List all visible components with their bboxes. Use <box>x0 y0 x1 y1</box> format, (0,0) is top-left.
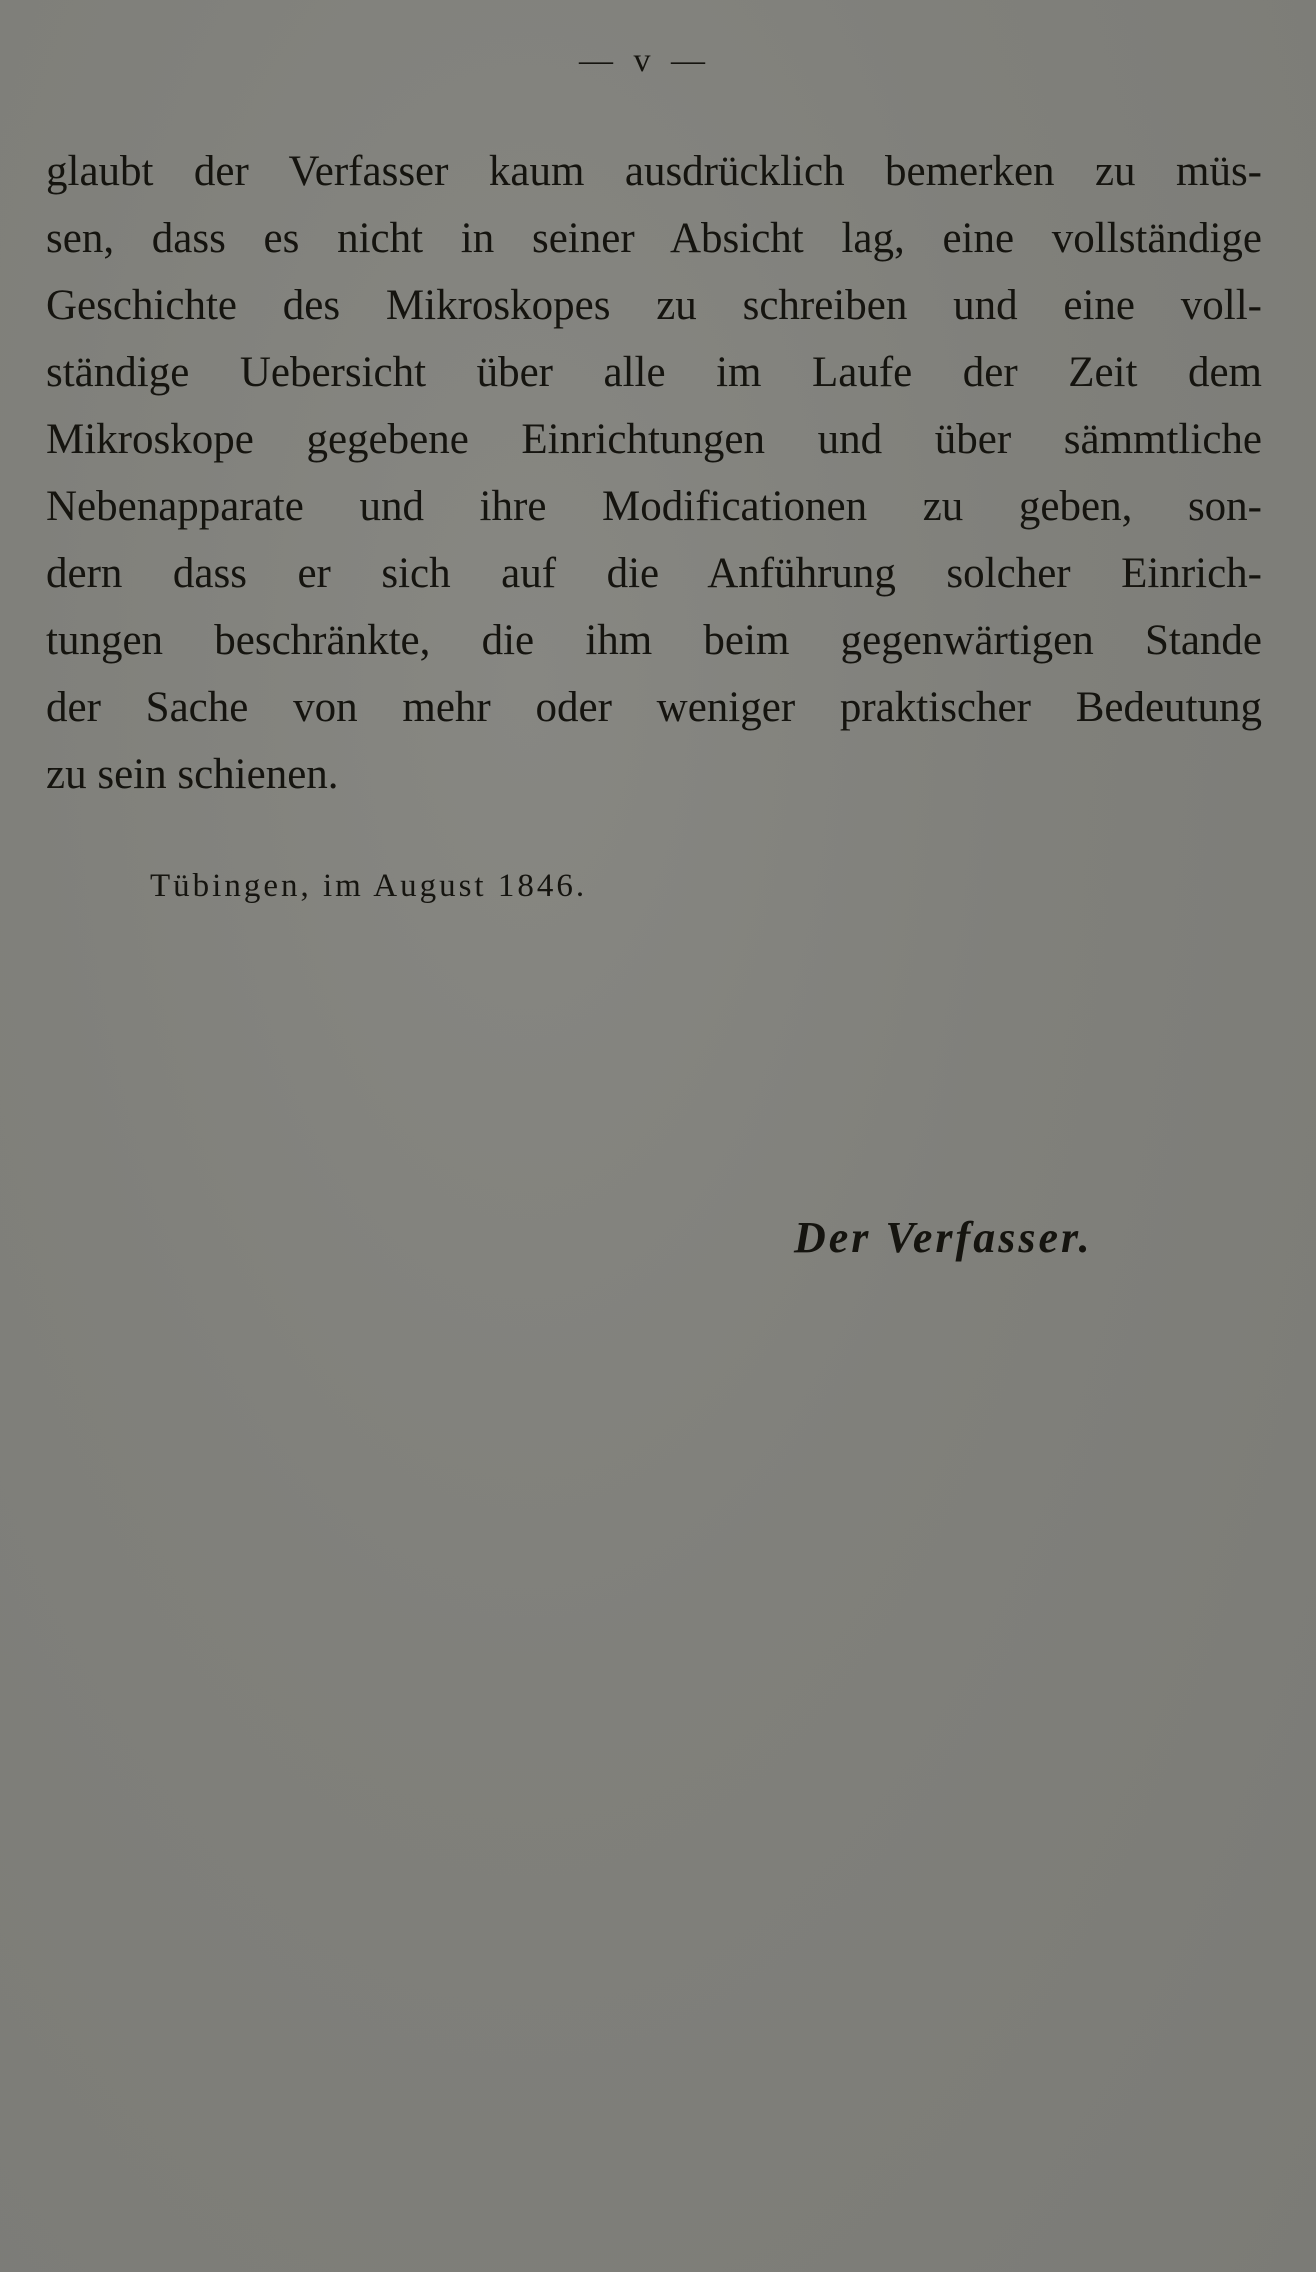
text-line: sen, dass es nicht in seiner Absicht lag, eine vollständige <box>46 215 1262 262</box>
text-line: Mikroskope gegebene Einrichtungen und über sämmtliche <box>46 416 1262 463</box>
text-line: Geschichte des Mikroskopes zu schreiben und eine voll- <box>46 282 1262 329</box>
text-line: tungen beschränkte, die ihm beim gegenwärtigen Stande <box>46 617 1262 664</box>
author-signature: Der Verfasser. <box>794 1213 1093 1262</box>
text-line: glaubt der Verfasser kaum ausdrücklich bemerken zu müs- <box>46 148 1262 195</box>
text-line: der Sache von mehr oder weniger praktischer Bedeutung <box>46 684 1262 731</box>
text-line: Nebenapparate und ihre Modificationen zu geben, son- <box>46 483 1262 530</box>
page-number-header: — v — <box>579 42 711 79</box>
text-line: dern dass er sich auf die Anführung solcher Einrich- <box>46 550 1262 597</box>
text-line: ständige Uebersicht über alle im Laufe der Zeit dem <box>46 349 1262 396</box>
body-paragraph <box>46 138 1262 808</box>
dateline: Tübingen, im August 1846. <box>150 868 588 904</box>
text-line: zu sein schienen. <box>46 751 339 798</box>
